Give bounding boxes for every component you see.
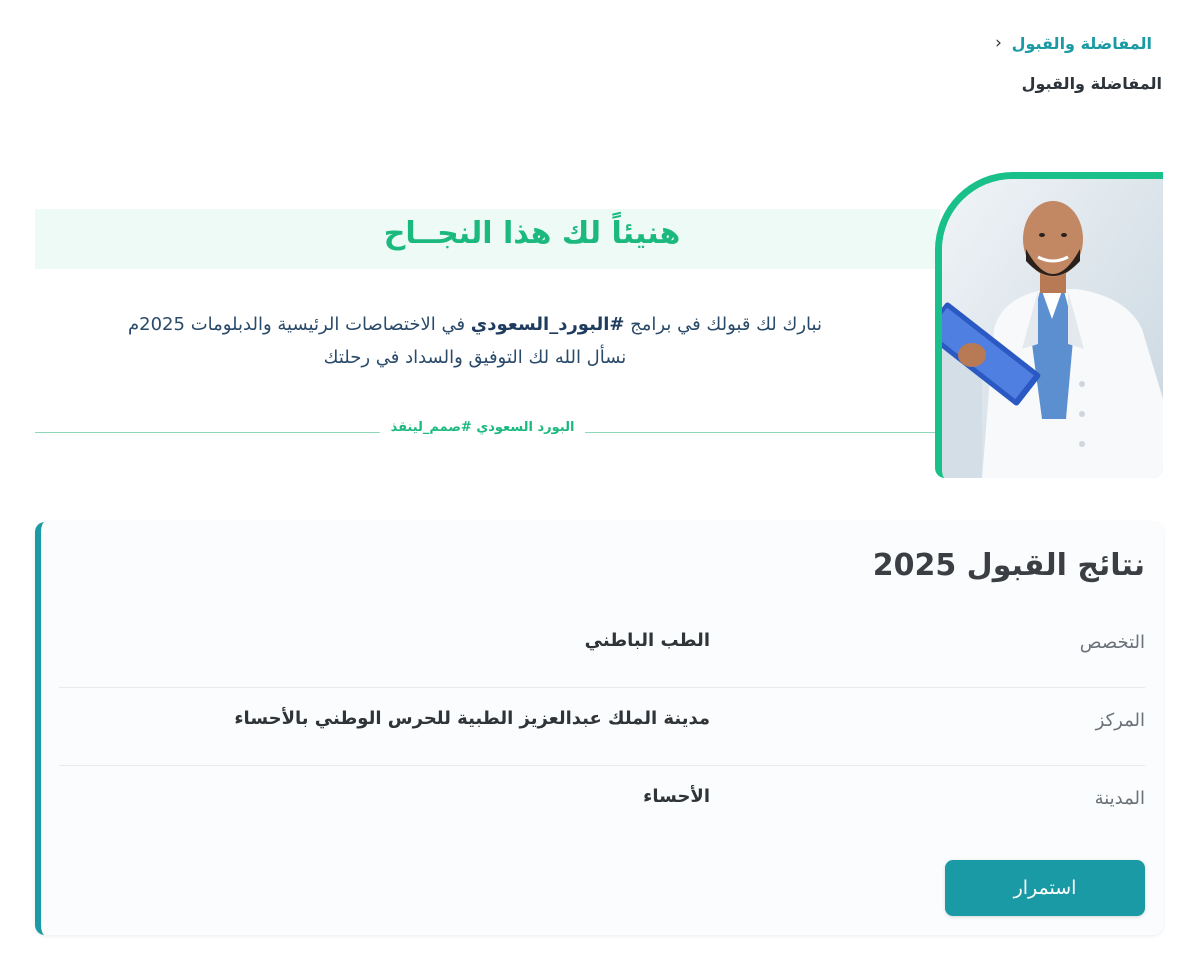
breadcrumb-link-admission[interactable]: المفاضلة والقبول bbox=[1011, 34, 1152, 53]
results-title: نتائج القبول 2025 bbox=[872, 548, 1145, 583]
banner-tagline: البورد السعودي #صمم_لينقذ bbox=[380, 420, 585, 435]
doctor-illustration bbox=[942, 179, 1163, 478]
page-title: المفاضلة والقبول bbox=[1021, 74, 1162, 93]
result-row-specialty bbox=[59, 610, 1145, 688]
result-row-city bbox=[59, 766, 1145, 844]
banner-message-line2: نسأل الله لك التوفيق والسداد في رحلتك bbox=[323, 347, 627, 368]
breadcrumb bbox=[995, 34, 1152, 53]
city-value: الأحساء bbox=[643, 786, 710, 807]
result-row-center bbox=[59, 688, 1145, 766]
chevron-left-icon: › bbox=[994, 33, 1002, 53]
center-value: مدينة الملك عبدالعزيز الطبية للحرس الوطني بالأحساء bbox=[234, 708, 710, 729]
congratulations-banner bbox=[35, 172, 1163, 478]
banner-heading: هنيئاً لك هذا النجــاح bbox=[383, 216, 681, 251]
specialty-value: الطب الباطني bbox=[584, 630, 710, 651]
center-label: المركز bbox=[1095, 710, 1145, 731]
city-label: المدينة bbox=[1094, 788, 1145, 809]
continue-button[interactable]: استمرار bbox=[945, 860, 1145, 916]
board-hashtag: #البورد_السعودي bbox=[470, 314, 625, 335]
admission-results-card bbox=[35, 522, 1163, 935]
doctor-photo bbox=[935, 172, 1163, 478]
banner-message bbox=[95, 308, 855, 374]
banner-message-line1: نبارك لك قبولك في برامج #البورد_السعودي في الاختصاصات الرئيسية والدبلومات 2025م bbox=[128, 314, 822, 335]
specialty-label: التخصص bbox=[1079, 632, 1145, 653]
